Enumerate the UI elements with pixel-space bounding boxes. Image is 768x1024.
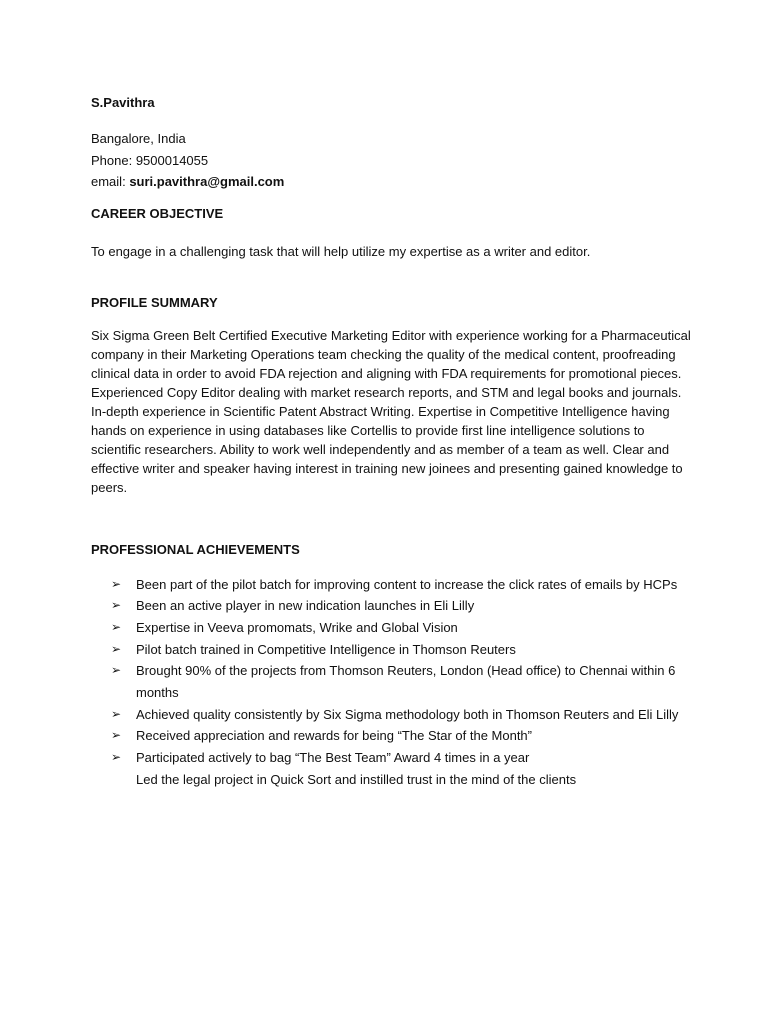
- list-item-text: Led the legal project in Quick Sort and instilled trust in the mind of the clients: [136, 771, 577, 787]
- phone-text: Phone: 9500014055: [91, 152, 209, 168]
- list-item-text: Brought 90% of the projects from Thomson Reuters, London (Head office) to Chennai within 6 months: [136, 663, 676, 701]
- list-item-text: Been part of the pilot batch for improving content to increase the click rates of emails by HCPs: [136, 576, 678, 592]
- list-item: [91, 595, 691, 617]
- career-objective-text: To engage in a challenging task that will help utilize my expertise as a writer and editor.: [91, 243, 591, 259]
- arrow-bullet-icon: ➢: [111, 750, 122, 765]
- location-text: Bangalore, India: [91, 131, 186, 146]
- arrow-bullet-icon: ➢: [111, 619, 122, 634]
- list-item-text: Been an active player in new indication launches in Eli Lilly: [136, 598, 475, 614]
- list-item: [91, 617, 691, 639]
- career-objective-heading: CAREER OBJECTIVE: [91, 205, 224, 221]
- list-item: [91, 704, 691, 726]
- list-item-text: Achieved quality consistently by Six Sigma methodology both in Thomson Reuters and Eli Lilly: [136, 706, 679, 722]
- list-item: [91, 574, 691, 596]
- list-item-text: Pilot batch trained in Competitive Intelligence in Thomson Reuters: [136, 641, 516, 657]
- professional-achievements-heading: PROFESSIONAL ACHIEVEMENTS: [91, 541, 300, 557]
- list-item: [91, 660, 691, 703]
- arrow-bullet-icon: ➢: [111, 728, 122, 743]
- arrow-bullet-icon: ➢: [111, 641, 122, 656]
- achievements-list: [91, 574, 691, 791]
- arrow-bullet-icon: ➢: [111, 598, 122, 613]
- list-item: [91, 639, 691, 661]
- arrow-bullet-icon: ➢: [111, 706, 122, 721]
- list-item: [91, 769, 691, 791]
- arrow-bullet-icon: ➢: [111, 663, 122, 678]
- list-item-text: Received appreciation and rewards for being “The Star of the Month”: [136, 728, 532, 744]
- arrow-bullet-icon: ➢: [111, 576, 122, 591]
- list-item-text: Participated actively to bag “The Best Team” Award 4 times in a year: [136, 750, 530, 766]
- candidate-name: S.Pavithra: [91, 95, 155, 110]
- email-label: email:: [91, 174, 126, 189]
- email-value: suri.pavithra@gmail.com: [129, 174, 285, 189]
- profile-summary-heading: PROFILE SUMMARY: [91, 294, 218, 310]
- resume-body: [91, 93, 691, 791]
- list-item-text: Expertise in Veeva promomats, Wrike and Global Vision: [136, 619, 458, 635]
- list-item: [91, 747, 691, 769]
- list-item: [91, 725, 691, 747]
- email-line: [91, 171, 691, 193]
- profile-summary-text: Six Sigma Green Belt Certified Executive Marketing Editor with experience working for a Pharmaceutical company in their Marketing Operations team checking the quality of the medical content, proofreading clinical data in order to avoid FDA rejection and aligning with FDA requirements for promotional pieces. Experienced Copy Editor dealing with market research reports, and STM and legal books and journals. In-depth experience in Scientific Patent Abstract Writing. Expertise in Competitive Intelligence having hands on experience in using databases like Cortellis to provide first line intelligence solutions to scientific researchers. Ability to work well independently and as member of a team as well. Clear and effective writer and speaker having interest in training new joinees and presenting gained knowledge to peers.: [91, 327, 691, 495]
